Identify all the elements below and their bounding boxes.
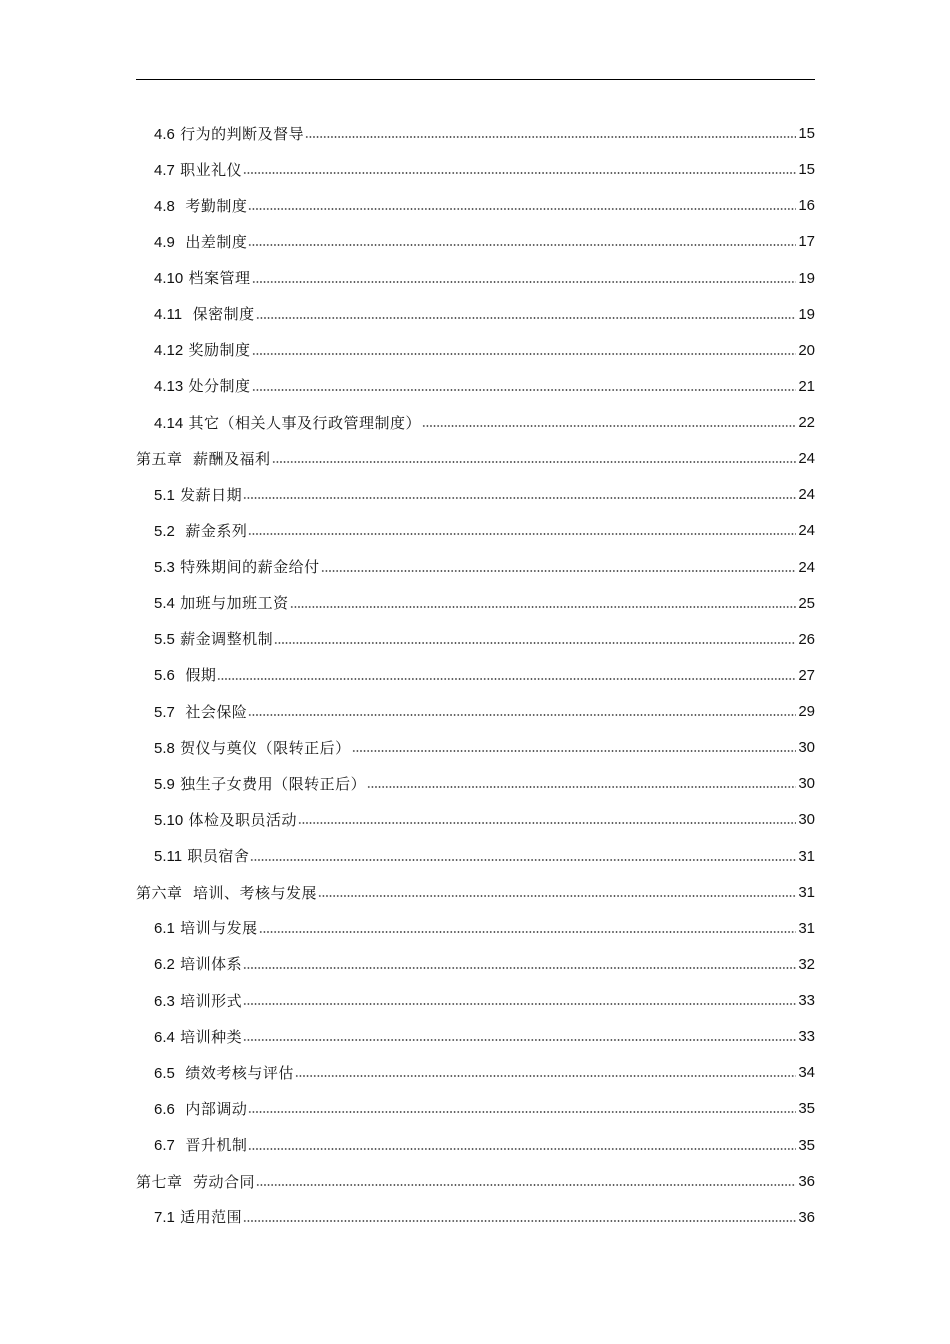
toc-entry-title [154,846,249,867]
toc-section-entry[interactable] [136,116,815,152]
toc-section-entry[interactable] [136,947,815,983]
toc-entry-title [154,521,247,542]
toc-page-number: 17 [798,233,815,251]
toc-entry-text: 特殊期间的薪金给付 [180,558,320,577]
toc-section-number: 4.6 [154,125,175,143]
toc-entry-text: 培训体系 [180,955,243,974]
toc-entry-title [154,160,242,181]
toc-entry-title [154,774,366,795]
dot-leader [248,532,796,536]
toc-entry-text: 处分制度 [188,377,251,396]
toc-section-number: 4.12 [154,342,184,360]
dot-leader [248,1147,796,1151]
toc-section-entry[interactable] [136,550,815,586]
toc-entry-title [154,376,251,397]
toc-page-number: 24 [798,486,815,504]
toc-entry-text: 贺仪与奠仪（限转正后） [180,738,351,757]
header-rule [136,79,815,80]
toc-section-entry[interactable] [136,622,815,658]
dot-leader [243,1038,796,1042]
toc-entry-title [154,954,242,975]
toc-page-number: 31 [798,847,815,865]
toc-section-number: 4.13 [154,378,184,396]
toc-section-entry[interactable] [136,405,815,441]
dot-leader [290,605,796,609]
toc-section-entry[interactable] [136,1019,815,1055]
toc-page-number: 30 [798,811,815,829]
toc-entry-title [154,485,242,506]
toc-entry-text: 考勤制度 [180,196,248,215]
toc-section-entry[interactable] [136,369,815,405]
toc-entry-title [154,810,297,831]
toc-entry-text: 培训与发展 [180,919,258,938]
dot-leader [298,821,796,825]
toc-section-number: 5.10 [154,811,184,829]
toc-section-entry[interactable] [136,658,815,694]
dot-leader [318,894,796,898]
toc-entry-text: 培训形式 [180,991,243,1010]
toc-entry-text: 薪金调整机制 [180,630,274,649]
toc-section-number: 5.1 [154,486,175,504]
dot-leader [248,1110,796,1114]
toc-section-entry[interactable] [136,586,815,622]
toc-entry-text: 奖励制度 [188,341,251,360]
toc-chapter-entry[interactable] [136,441,815,477]
toc-section-entry[interactable] [136,261,815,297]
toc-section-entry[interactable] [136,513,815,549]
toc-entry-text: 第六章 培训、考核与发展 [136,883,318,902]
toc-entry-text: 保密制度 [187,305,255,324]
dot-leader [243,966,796,970]
toc-page-number: 20 [798,341,815,359]
dot-leader [248,207,796,211]
toc-page-number: 26 [798,630,815,648]
toc-section-number: 5.5 [154,631,175,649]
toc-entry-title [154,268,251,289]
toc-entry-title [154,991,242,1012]
toc-section-number: 6.6 [154,1100,175,1118]
dot-leader [248,713,796,717]
dot-leader [243,1219,796,1223]
toc-page-number: 15 [798,125,815,143]
dot-leader [248,243,796,247]
toc-section-entry[interactable] [136,152,815,188]
toc-page-number: 33 [798,1028,815,1046]
toc-section-number: 6.2 [154,956,175,974]
toc-entry-title [154,738,351,759]
toc-page-number: 25 [798,594,815,612]
toc-page-number: 30 [798,739,815,757]
toc-entry-text: 其它（相关人事及行政管理制度） [188,413,421,432]
dot-leader [243,1002,796,1006]
toc-section-entry[interactable] [136,333,815,369]
toc-entry-title [154,1063,294,1084]
toc-entry-title [136,883,317,903]
toc-page-number: 32 [798,955,815,973]
toc-entry-title [154,196,247,217]
toc-entry-title [154,557,320,578]
toc-section-entry[interactable] [136,297,815,333]
dot-leader [321,569,796,573]
toc-section-number: 5.2 [154,522,175,540]
dot-leader [305,135,796,139]
toc-entry-title [154,413,421,434]
toc-section-number: 4.9 [154,233,175,251]
toc-page-number: 19 [798,269,815,287]
toc-page-number: 31 [798,919,815,937]
toc-entry-title [154,1135,247,1156]
toc-entry-title [154,593,289,614]
toc-section-number: 4.10 [154,270,184,288]
toc-section-entry[interactable] [136,766,815,802]
toc-entry-title [154,124,304,145]
dot-leader [272,460,796,464]
table-of-contents [136,116,815,1236]
toc-page-number: 15 [798,161,815,179]
toc-page-number: 29 [798,703,815,721]
dot-leader [352,749,796,753]
toc-entry-text: 内部调动 [180,1099,248,1118]
toc-section-entry[interactable] [136,694,815,730]
toc-page-number: 19 [798,305,815,323]
toc-entry-text: 薪金系列 [180,521,248,540]
toc-page-number: 24 [798,558,815,576]
toc-entry-title [154,232,247,253]
toc-section-entry[interactable] [136,1091,815,1127]
toc-section-number: 5.9 [154,775,175,793]
toc-chapter-entry[interactable] [136,1164,815,1200]
toc-entry-text: 培训种类 [180,1027,243,1046]
toc-entry-title [154,1207,242,1228]
toc-section-number: 5.6 [154,667,175,685]
toc-chapter-entry[interactable] [136,875,815,911]
toc-entry-text: 晋升机制 [180,1136,248,1155]
dot-leader [259,930,796,934]
dot-leader [250,858,796,862]
toc-page-number: 35 [798,1136,815,1154]
toc-section-number: 5.4 [154,595,175,613]
dot-leader [252,388,797,392]
toc-section-number: 6.7 [154,1137,175,1155]
toc-entry-title [154,702,247,723]
dot-leader [243,496,796,500]
toc-page-number: 24 [798,450,815,468]
toc-section-number: 4.14 [154,414,184,432]
toc-section-number: 6.4 [154,1028,175,1046]
toc-section-number: 7.1 [154,1209,175,1227]
toc-section-number: 5.7 [154,703,175,721]
toc-section-entry[interactable] [136,730,815,766]
toc-section-entry[interactable] [136,224,815,260]
toc-section-number: 4.7 [154,161,175,179]
toc-entry-text: 绩效考核与评估 [180,1063,294,1082]
toc-section-number: 5.11 [154,848,183,866]
toc-section-entry[interactable] [136,802,815,838]
toc-entry-title [154,340,251,361]
toc-entry-title [154,304,255,325]
toc-section-number: 4.11 [154,306,183,324]
toc-entry-title [154,665,216,686]
toc-entry-title [154,1099,247,1120]
toc-page-number: 36 [798,1172,815,1190]
toc-page-number: 21 [798,377,815,395]
toc-page-number: 16 [798,197,815,215]
toc-entry-text: 职员宿舍 [187,847,250,866]
toc-page-number: 33 [798,992,815,1010]
toc-page-number: 24 [798,522,815,540]
toc-entry-text: 独生子女费用（限转正后） [180,774,367,793]
dot-leader [256,1183,796,1187]
dot-leader [252,352,797,356]
dot-leader [252,280,797,284]
toc-entry-title [154,629,273,650]
toc-section-number: 6.5 [154,1064,175,1082]
toc-page-number: 36 [798,1208,815,1226]
dot-leader [295,1074,796,1078]
toc-page-number: 27 [798,666,815,684]
toc-page-number: 30 [798,775,815,793]
dot-leader [217,677,796,681]
toc-section-entry[interactable] [136,1200,815,1236]
dot-leader [274,641,796,645]
toc-entry-text: 加班与加班工资 [180,594,289,613]
toc-page-number: 31 [798,883,815,901]
toc-entry-title [136,449,271,469]
toc-entry-text: 社会保险 [180,702,248,721]
toc-entry-title [136,1172,255,1192]
toc-entry-text: 行为的判断及督导 [180,124,305,143]
toc-entry-text: 第七章 劳动合同 [136,1172,256,1191]
dot-leader [243,171,796,175]
toc-section-entry[interactable] [136,1055,815,1091]
toc-entry-text: 职业礼仪 [180,160,243,179]
toc-section-number: 6.3 [154,992,175,1010]
toc-section-number: 4.8 [154,197,175,215]
toc-section-number: 5.3 [154,559,175,577]
toc-entry-text: 体检及职员活动 [188,810,297,829]
toc-section-number: 5.8 [154,739,175,757]
toc-entry-text: 适用范围 [180,1208,243,1227]
toc-entry-text: 第五章 薪酬及福利 [136,450,271,469]
toc-entry-title [154,918,258,939]
toc-section-entry[interactable] [136,477,815,513]
dot-leader [367,785,796,789]
toc-section-entry[interactable] [136,911,815,947]
toc-section-entry[interactable] [136,1128,815,1164]
toc-page-number: 34 [798,1064,815,1082]
toc-entry-text: 假期 [180,666,217,685]
toc-section-number: 6.1 [154,920,175,938]
toc-entry-text: 发薪日期 [180,485,243,504]
toc-section-entry[interactable] [136,983,815,1019]
toc-section-entry[interactable] [136,188,815,224]
dot-leader [256,316,796,320]
toc-entry-text: 出差制度 [180,232,248,251]
toc-entry-title [154,1027,242,1048]
toc-section-entry[interactable] [136,839,815,875]
toc-entry-text: 档案管理 [188,269,251,288]
toc-page-number: 35 [798,1100,815,1118]
toc-page-number: 22 [798,414,815,432]
dot-leader [422,424,796,428]
